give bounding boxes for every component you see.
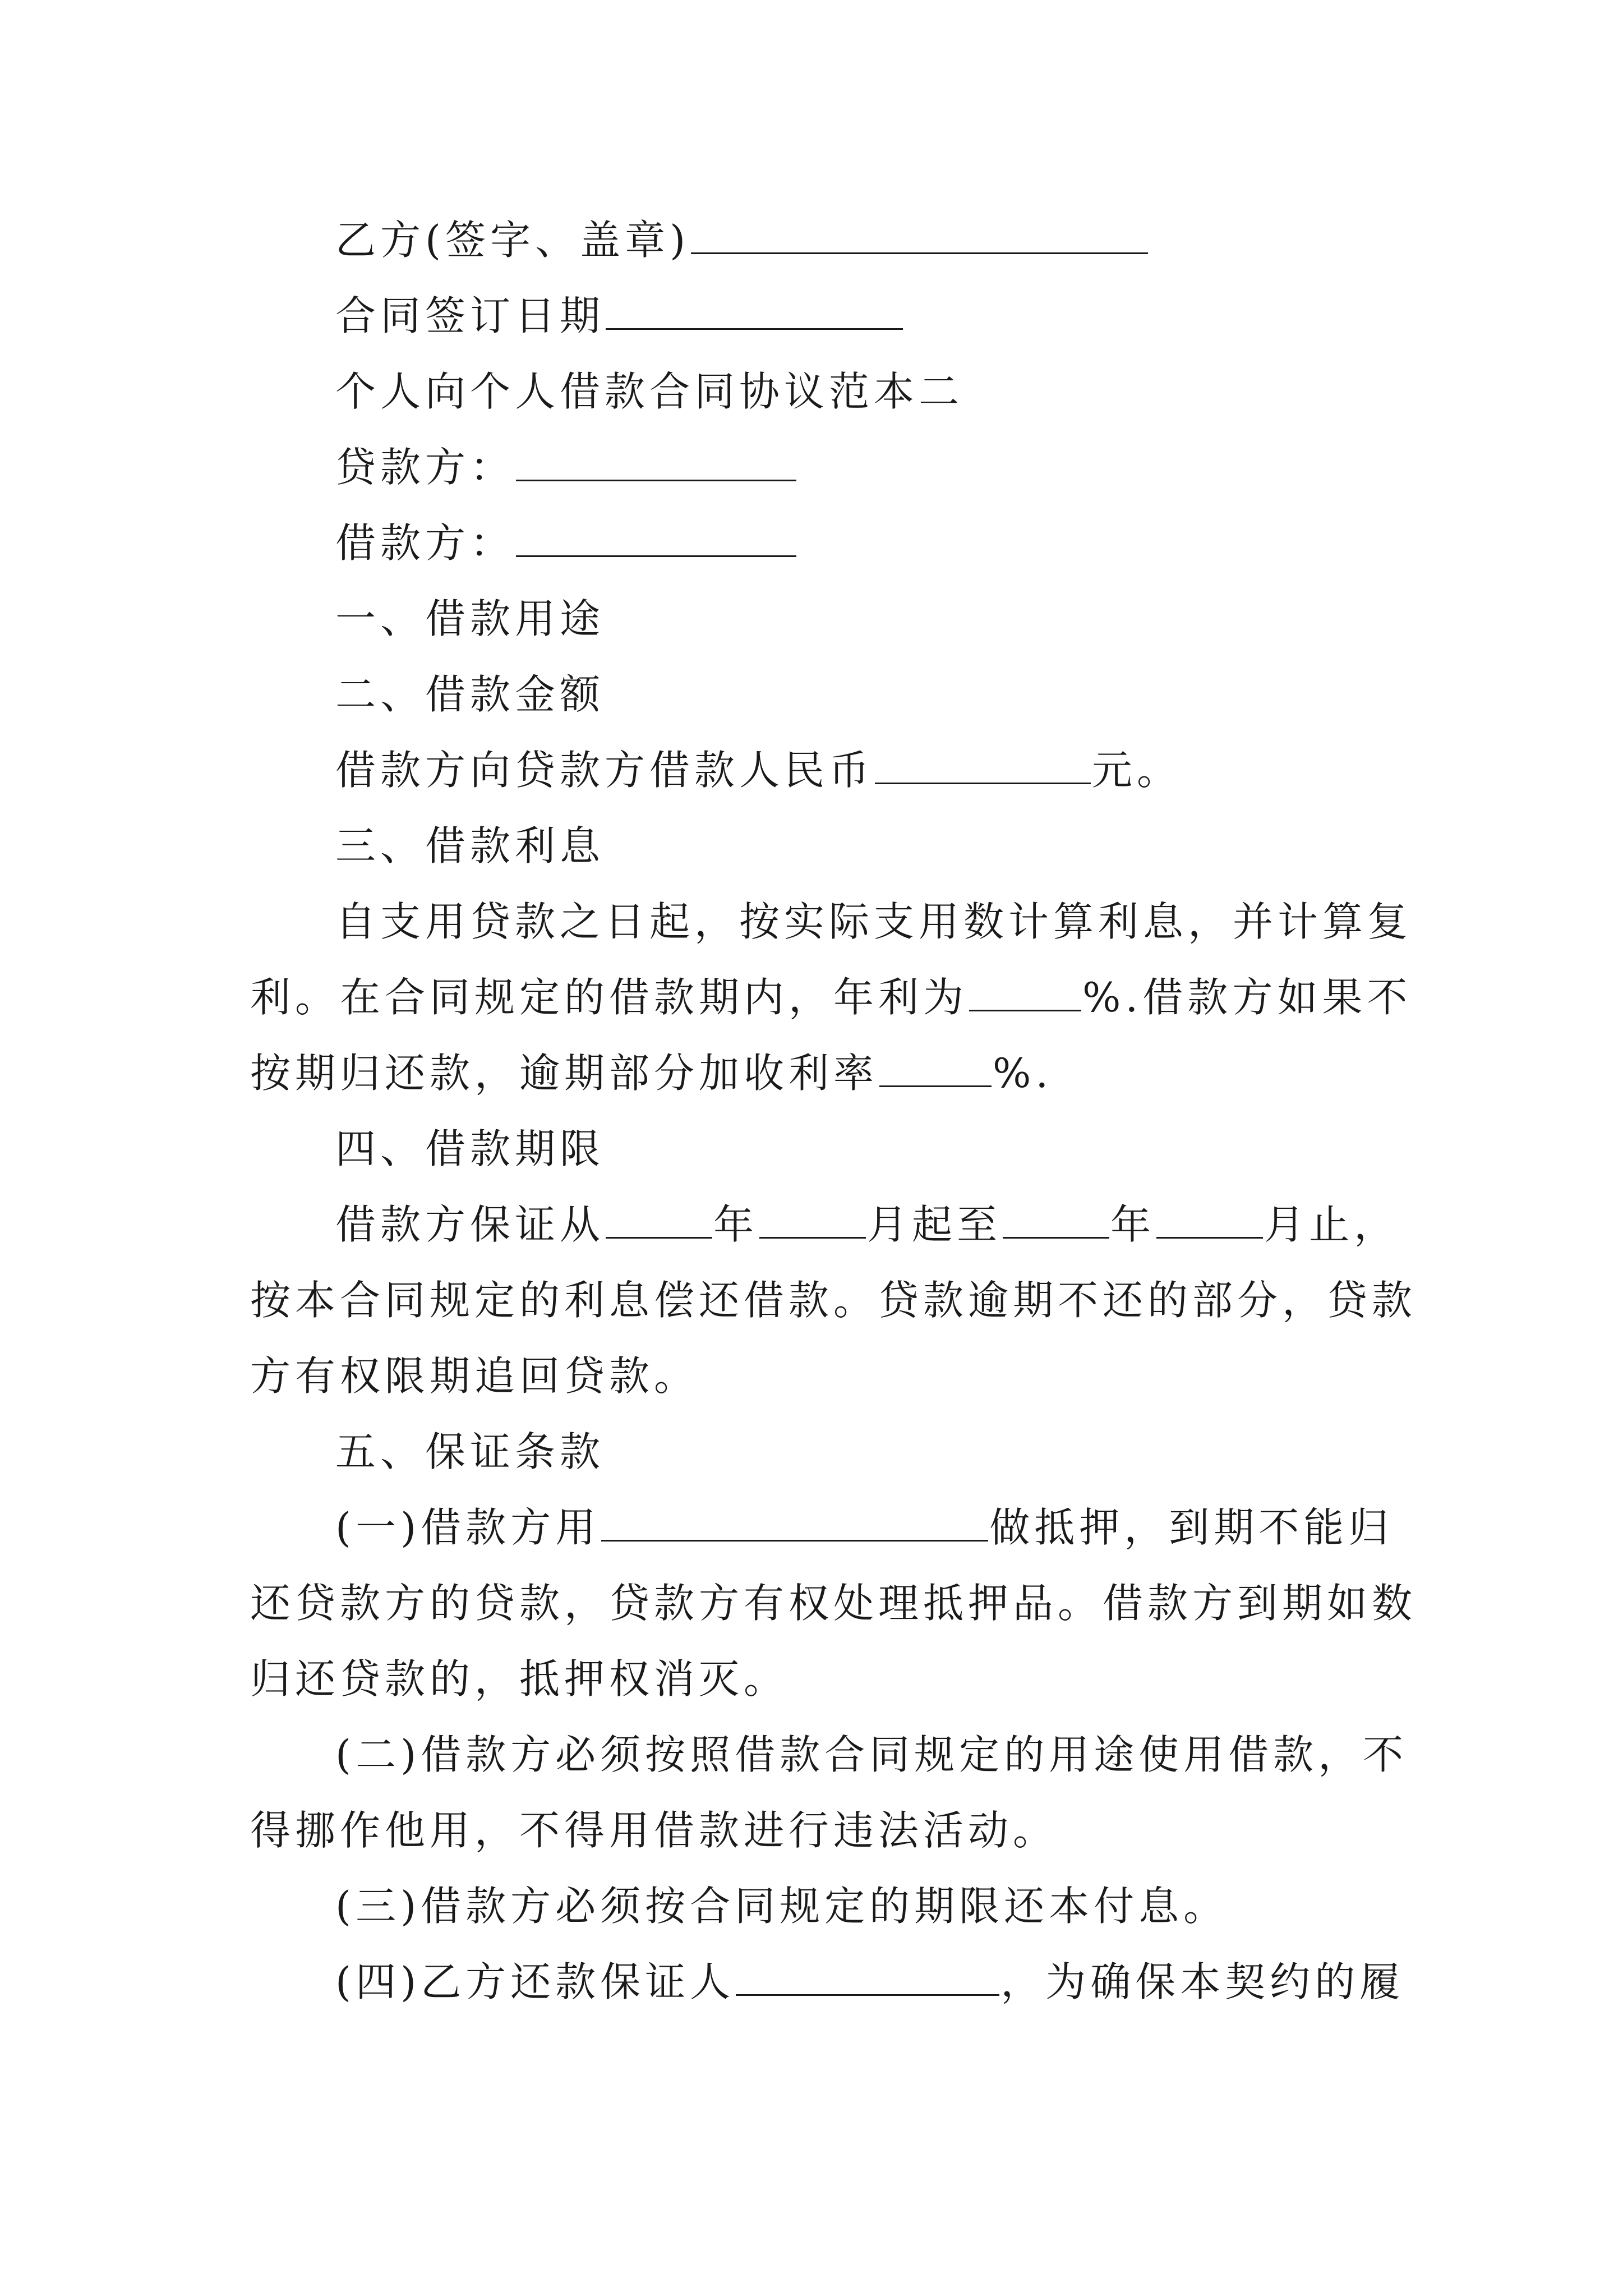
guarantee-1-line-1 (250, 1501, 1468, 1554)
guarantee-4-text-b: ，为确保本契约的履 (1000, 1958, 1405, 2005)
signing-date-line (250, 289, 1468, 343)
guarantee-2-line-2 (250, 1803, 1383, 1857)
loan-amount-text: 借款方向贷款方借款人民币 (335, 747, 874, 794)
guarantee-1-line-3 (250, 1652, 1383, 1706)
interest-paragraph-line-3 (250, 1046, 1383, 1100)
borrower-blank[interactable] (516, 516, 796, 557)
term-text-1a: 借款方保证从 (335, 1201, 605, 1248)
loan-amount-line (250, 743, 1468, 797)
party-b-signature-label: 乙方(签字、盖章) (335, 217, 690, 264)
guarantee-4-line-1 (250, 1955, 1468, 2009)
guarantee-1-text-b: 做抵押，到期不能归 (989, 1504, 1394, 1551)
end-year-blank[interactable] (1003, 1198, 1109, 1239)
guarantee-3-line (250, 1879, 1468, 1933)
section-2-title: 二、借款金额 (335, 671, 605, 718)
section-3-heading (250, 819, 1468, 873)
section-4-title: 四、借款期限 (335, 1125, 605, 1172)
lender-blank[interactable] (516, 440, 796, 481)
guarantee-1-text-a: (一)借款方用 (335, 1504, 601, 1551)
section-4-heading (250, 1122, 1468, 1176)
interest-text-3b: %. (993, 1050, 1053, 1097)
signing-date-blank[interactable] (606, 289, 903, 330)
term-text-year-1: 年 (713, 1201, 759, 1248)
overdue-rate-blank[interactable] (879, 1046, 992, 1087)
term-text-2: 按本合同规定的利息偿还借款。贷款逾期不还的部分，贷款 (250, 1277, 1417, 1324)
term-text-1c: 月止， (1264, 1201, 1399, 1248)
section-5-title: 五、保证条款 (335, 1428, 605, 1475)
interest-paragraph-line-2 (250, 970, 1412, 1024)
interest-paragraph-line-1 (250, 895, 1468, 949)
lender-line (250, 440, 1468, 494)
term-paragraph-line-1 (250, 1198, 1468, 1251)
annual-rate-blank[interactable] (969, 970, 1081, 1011)
section-5-heading (250, 1425, 1468, 1479)
term-text-year-2: 年 (1110, 1201, 1156, 1248)
guarantee-2-text-2: 得挪作他用，不得用借款进行违法活动。 (250, 1807, 1058, 1854)
end-month-blank[interactable] (1156, 1198, 1263, 1239)
contract-title: 个人向个人借款合同协议范本二 (335, 368, 964, 415)
interest-text-3a: 按期归还款，逾期部分加收利率 (250, 1050, 879, 1097)
guarantee-1-line-2 (250, 1576, 1417, 1630)
interest-text-2b: %.借款方如果不 (1082, 974, 1412, 1021)
start-year-blank[interactable] (606, 1198, 712, 1239)
loan-amount-unit: 元。 (1092, 747, 1182, 794)
section-3-title: 三、借款利息 (335, 822, 605, 869)
signing-date-label: 合同签订日期 (335, 292, 605, 339)
section-1-heading (250, 592, 1468, 646)
section-1-title: 一、借款用途 (335, 595, 605, 642)
term-text-3: 方有权限期追回贷款。 (250, 1352, 699, 1400)
guarantee-3-text: (三)借款方必须按合同规定的期限还本付息。 (335, 1883, 1229, 1930)
term-paragraph-line-2 (250, 1273, 1417, 1327)
lender-label: 贷款方： (335, 444, 515, 491)
party-b-signature-blank[interactable] (691, 213, 1148, 254)
start-month-blank[interactable] (759, 1198, 866, 1239)
section-2-heading (250, 668, 1468, 721)
loan-amount-blank[interactable] (875, 743, 1091, 784)
interest-text-2a: 利。在合同规定的借款期内，年利为 (250, 974, 969, 1021)
term-text-1b: 月起至 (867, 1201, 1002, 1248)
guarantee-2-text-1: (二)借款方必须按照借款合同规定的用途使用借款，不 (335, 1731, 1408, 1778)
guarantee-1-text-2: 还贷款方的贷款，贷款方有权处理抵押品。借款方到期如数 (250, 1580, 1417, 1627)
interest-text-1: 自支用贷款之日起，按实际支用数计算利息，并计算复 (335, 898, 1413, 945)
contract-title-line (250, 365, 1468, 418)
borrower-line (250, 516, 1468, 570)
collateral-blank[interactable] (601, 1501, 988, 1542)
guarantee-4-text-a: (四)乙方还款保证人 (335, 1958, 735, 2005)
term-paragraph-line-3 (250, 1349, 1383, 1403)
party-b-signature-line (250, 213, 1468, 267)
borrower-label: 借款方： (335, 519, 515, 567)
guarantee-1-text-3: 归还贷款的，抵押权消灭。 (250, 1655, 789, 1703)
guarantor-blank[interactable] (736, 1955, 999, 1996)
guarantee-2-line-1 (250, 1728, 1468, 1782)
